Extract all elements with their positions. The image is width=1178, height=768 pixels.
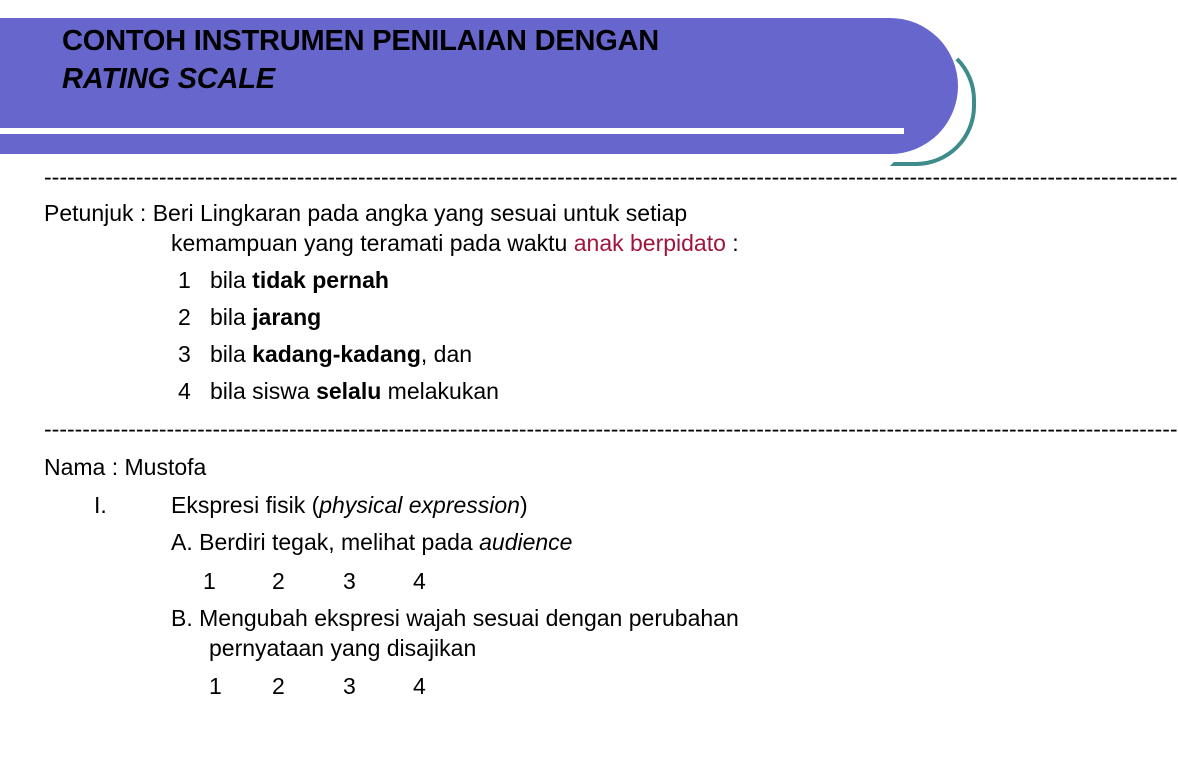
scale-legend-item [178, 302, 321, 332]
scale-legend-bold: jarang [252, 304, 322, 330]
rating-option[interactable]: 4 [413, 568, 426, 594]
rating-option[interactable]: 2 [272, 568, 285, 594]
scale-legend-number: 4 [178, 378, 191, 404]
section-number: I. [94, 492, 107, 518]
instruction-highlight: anak berpidato [573, 230, 726, 256]
rating-option[interactable]: 4 [413, 673, 426, 699]
decorative-arc [890, 40, 976, 166]
scale-legend-item [178, 376, 499, 406]
instruction-text-1: Beri Lingkaran pada angka yang sesuai untuk setiap [152, 200, 688, 226]
section-title-pre: Ekspresi fisik ( [171, 492, 320, 518]
scale-legend-pre: bila [209, 267, 246, 293]
criterion-a [171, 527, 572, 557]
rating-option[interactable]: 3 [343, 568, 356, 594]
instruction-line-2 [171, 228, 739, 258]
instruction-text-2-end: : [725, 230, 739, 256]
banner-underline [0, 128, 904, 134]
separator-top: ---------------------------------------------------------------------------------------------------------------------------------------------------- [44, 164, 1178, 190]
separator-bottom: ---------------------------------------------------------------------------------------------------------------------------------------------------- [44, 416, 1178, 442]
criterion-a-italic: audience [479, 529, 573, 555]
student-name: Nama : Mustofa [44, 454, 207, 480]
instruction-text-2: kemampuan yang teramati pada waktu [171, 230, 568, 256]
instruction-label: Petunjuk : [44, 200, 147, 226]
scale-legend-item [178, 339, 472, 369]
title-line-2: RATING SCALE [62, 63, 275, 95]
rating-option[interactable]: 1 [209, 673, 222, 699]
scale-legend-bold: tidak pernah [252, 267, 389, 293]
scale-legend-bold: kadang-kadang [252, 341, 421, 367]
section-title [171, 490, 528, 520]
rating-option[interactable]: 3 [343, 673, 356, 699]
criterion-b-line-2: pernyataan yang disajikan [209, 635, 477, 661]
section-title-post: ) [519, 492, 528, 518]
section-title-italic: physical expression [319, 492, 520, 518]
scale-legend-number: 3 [178, 341, 191, 367]
slide-title [62, 22, 659, 98]
scale-legend-bold: selalu [316, 378, 382, 404]
title-line-1: CONTOH INSTRUMEN PENILAIAN DENGAN [62, 25, 660, 57]
rating-option[interactable]: 1 [203, 568, 216, 594]
criterion-a-text: A. Berdiri tegak, melihat pada [171, 529, 480, 555]
scale-legend-number: 1 [178, 267, 191, 293]
scale-legend-item [178, 265, 389, 295]
scale-legend-pre: bila siswa [209, 378, 310, 404]
scale-legend-post: melakukan [381, 378, 499, 404]
scale-legend-number: 2 [178, 304, 191, 330]
scale-legend-pre: bila [209, 304, 246, 330]
scale-legend-pre: bila [209, 341, 246, 367]
rating-option[interactable]: 2 [272, 673, 285, 699]
scale-legend-post: , dan [420, 341, 473, 367]
instruction-line-1 [44, 198, 687, 228]
criterion-b-line-1: B. Mengubah ekspresi wajah sesuai dengan perubahan [171, 605, 739, 631]
